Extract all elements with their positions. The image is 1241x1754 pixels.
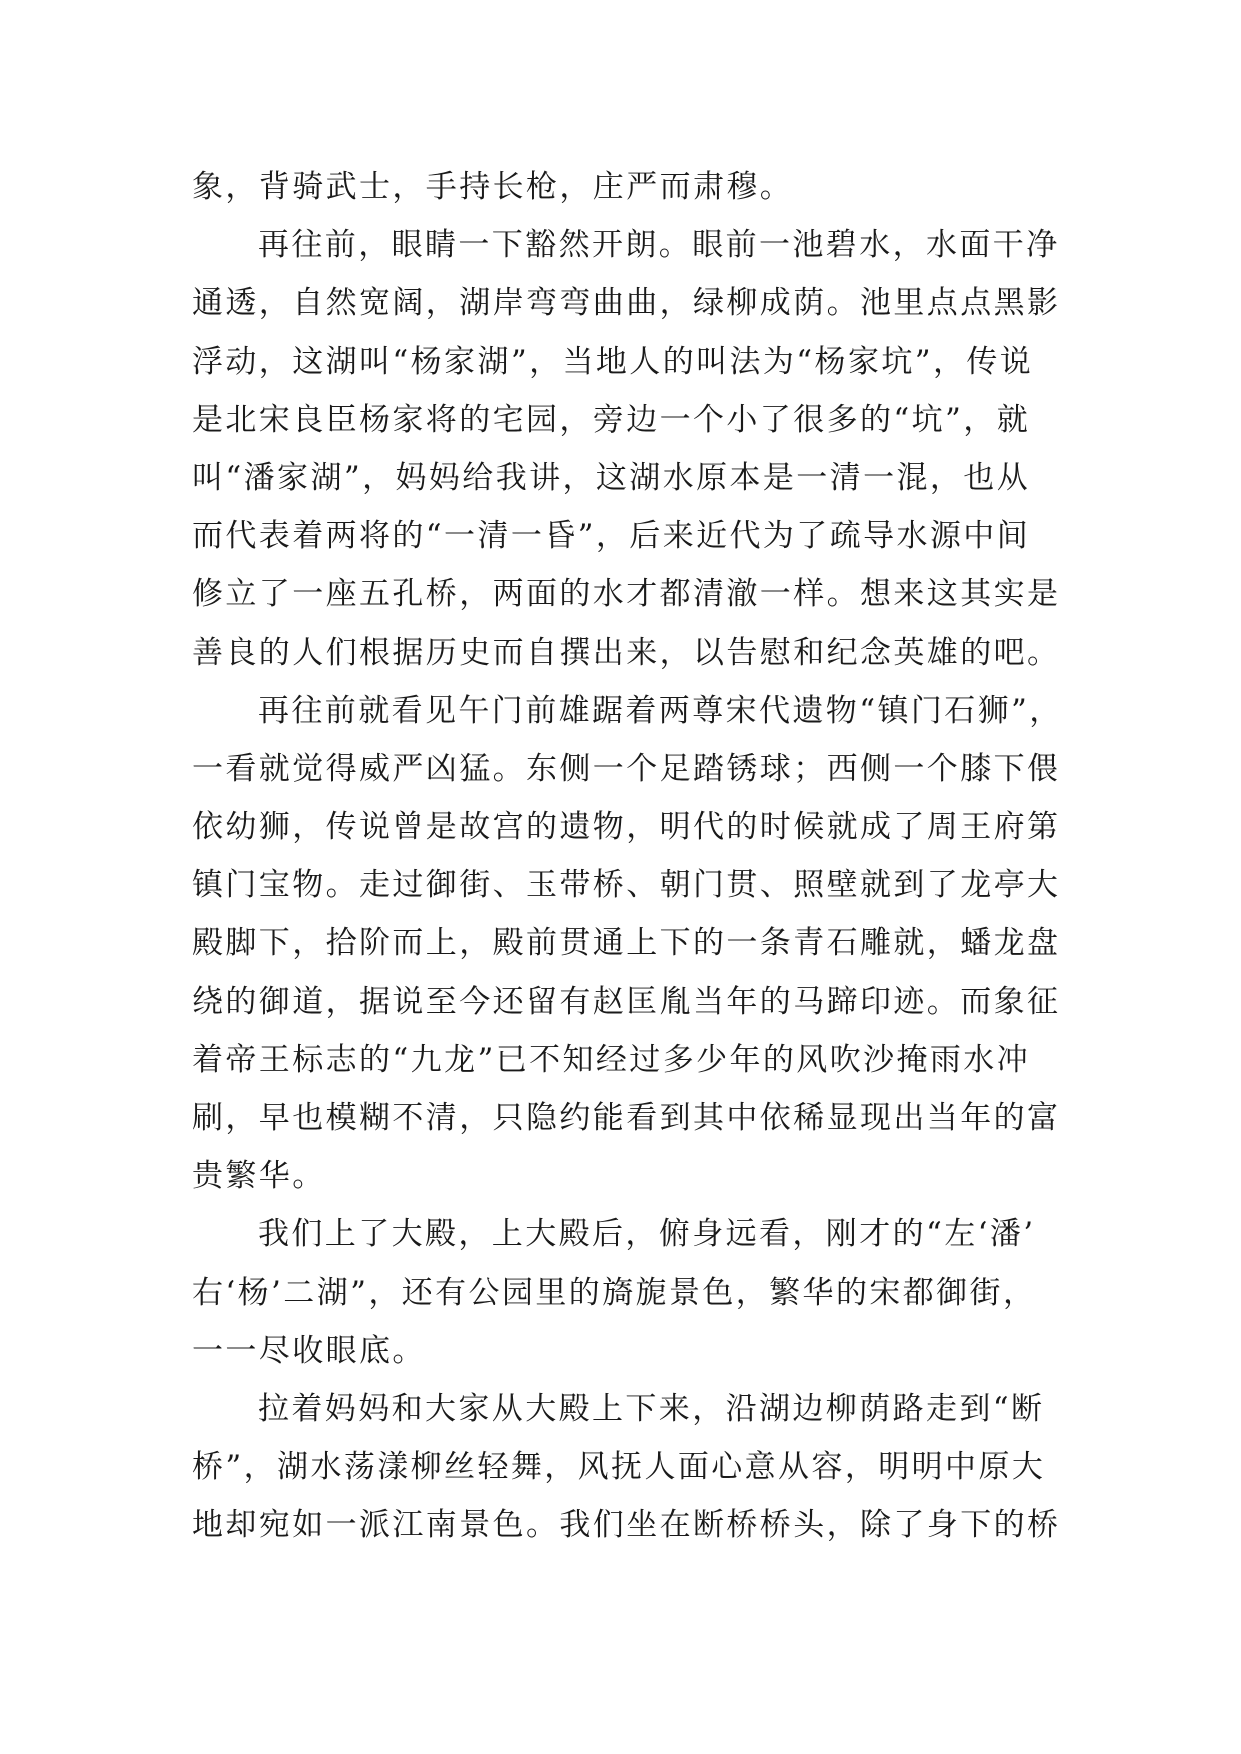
text-line: 通透，自然宽阔，湖岸弯弯曲曲，绿柳成荫。池里点点黑影: [192, 285, 1061, 322]
text-line: 着帝王标志的“九龙”已不知经过多少年的风吹沙掩雨水冲: [192, 1041, 1031, 1078]
text-line: 刷，早也模糊不清，只隐约能看到其中依稀显现出当年的富: [192, 1100, 1061, 1136]
text-line: 再往前就看见午门前雄踞着两尊宋代遗物“镇门石狮”，: [258, 692, 1063, 729]
text-line: 右‘杨’二湖”，还有公园里的旖旎景色，繁华的宋都御街，: [192, 1274, 1037, 1311]
text-line: 贵繁华。: [192, 1158, 326, 1195]
text-line: 善良的人们根据历史而自撰出来，以告慰和纪念英雄的吧。: [192, 634, 1061, 671]
text-line: 拉着妈妈和大家从大殿上下来，沿湖边柳荫路走到“断: [258, 1390, 1045, 1427]
text-line: 依幼狮，传说曾是故宫的遗物，明代的时候就成了周王府第: [192, 809, 1061, 846]
text-line: 殿脚下，拾阶而上，殿前贯通上下的一条青石雕就，蟠龙盘: [192, 925, 1061, 962]
text-line: 再往前，眼睛一下豁然开朗。眼前一池碧水，水面干净: [258, 227, 1060, 264]
text-line: 象，背骑武士，手持长枪，庄严而肃穆。: [192, 169, 794, 205]
body-text: [192, 158, 1092, 1555]
text-line: 绕的御道，据说至今还留有赵匡胤当年的马蹄印迹。而象征: [192, 983, 1061, 1020]
text-line: 叫“潘家湖”，妈妈给我讲，这湖水原本是一清一混，也从: [192, 459, 1031, 496]
text-line: 浮动，这湖叫“杨家湖”，当地人的叫法为“杨家坑”，传说: [192, 343, 1034, 380]
text-line: 修立了一座五孔桥，两面的水才都清澈一样。想来这其实是: [192, 576, 1061, 613]
text-line: 我们上了大殿，上大殿后，俯身远看，刚才的“左‘潘’: [258, 1216, 1036, 1253]
text-line: 一一尽收眼底。: [192, 1332, 426, 1369]
text-line: 镇门宝物。走过御街、玉带桥、朝门贯、照壁就到了龙亭大: [192, 867, 1061, 904]
text-line: 一看就觉得威严凶猛。东侧一个足踏锈球；西侧一个膝下偎: [192, 750, 1061, 787]
text-line: 桥”，湖水荡漾柳丝轻舞，风抚人面心意从容，明明中原大: [192, 1449, 1046, 1486]
text-line: 而代表着两将的“一清一昏”，后来近代为了疏导水源中间: [192, 518, 1031, 555]
text-line: 是北宋良臣杨家将的宅园，旁边一个小了很多的“坑”，就: [192, 401, 1031, 438]
text-line: 地却宛如一派江南景色。我们坐在断桥桥头，除了身下的桥: [192, 1507, 1061, 1544]
